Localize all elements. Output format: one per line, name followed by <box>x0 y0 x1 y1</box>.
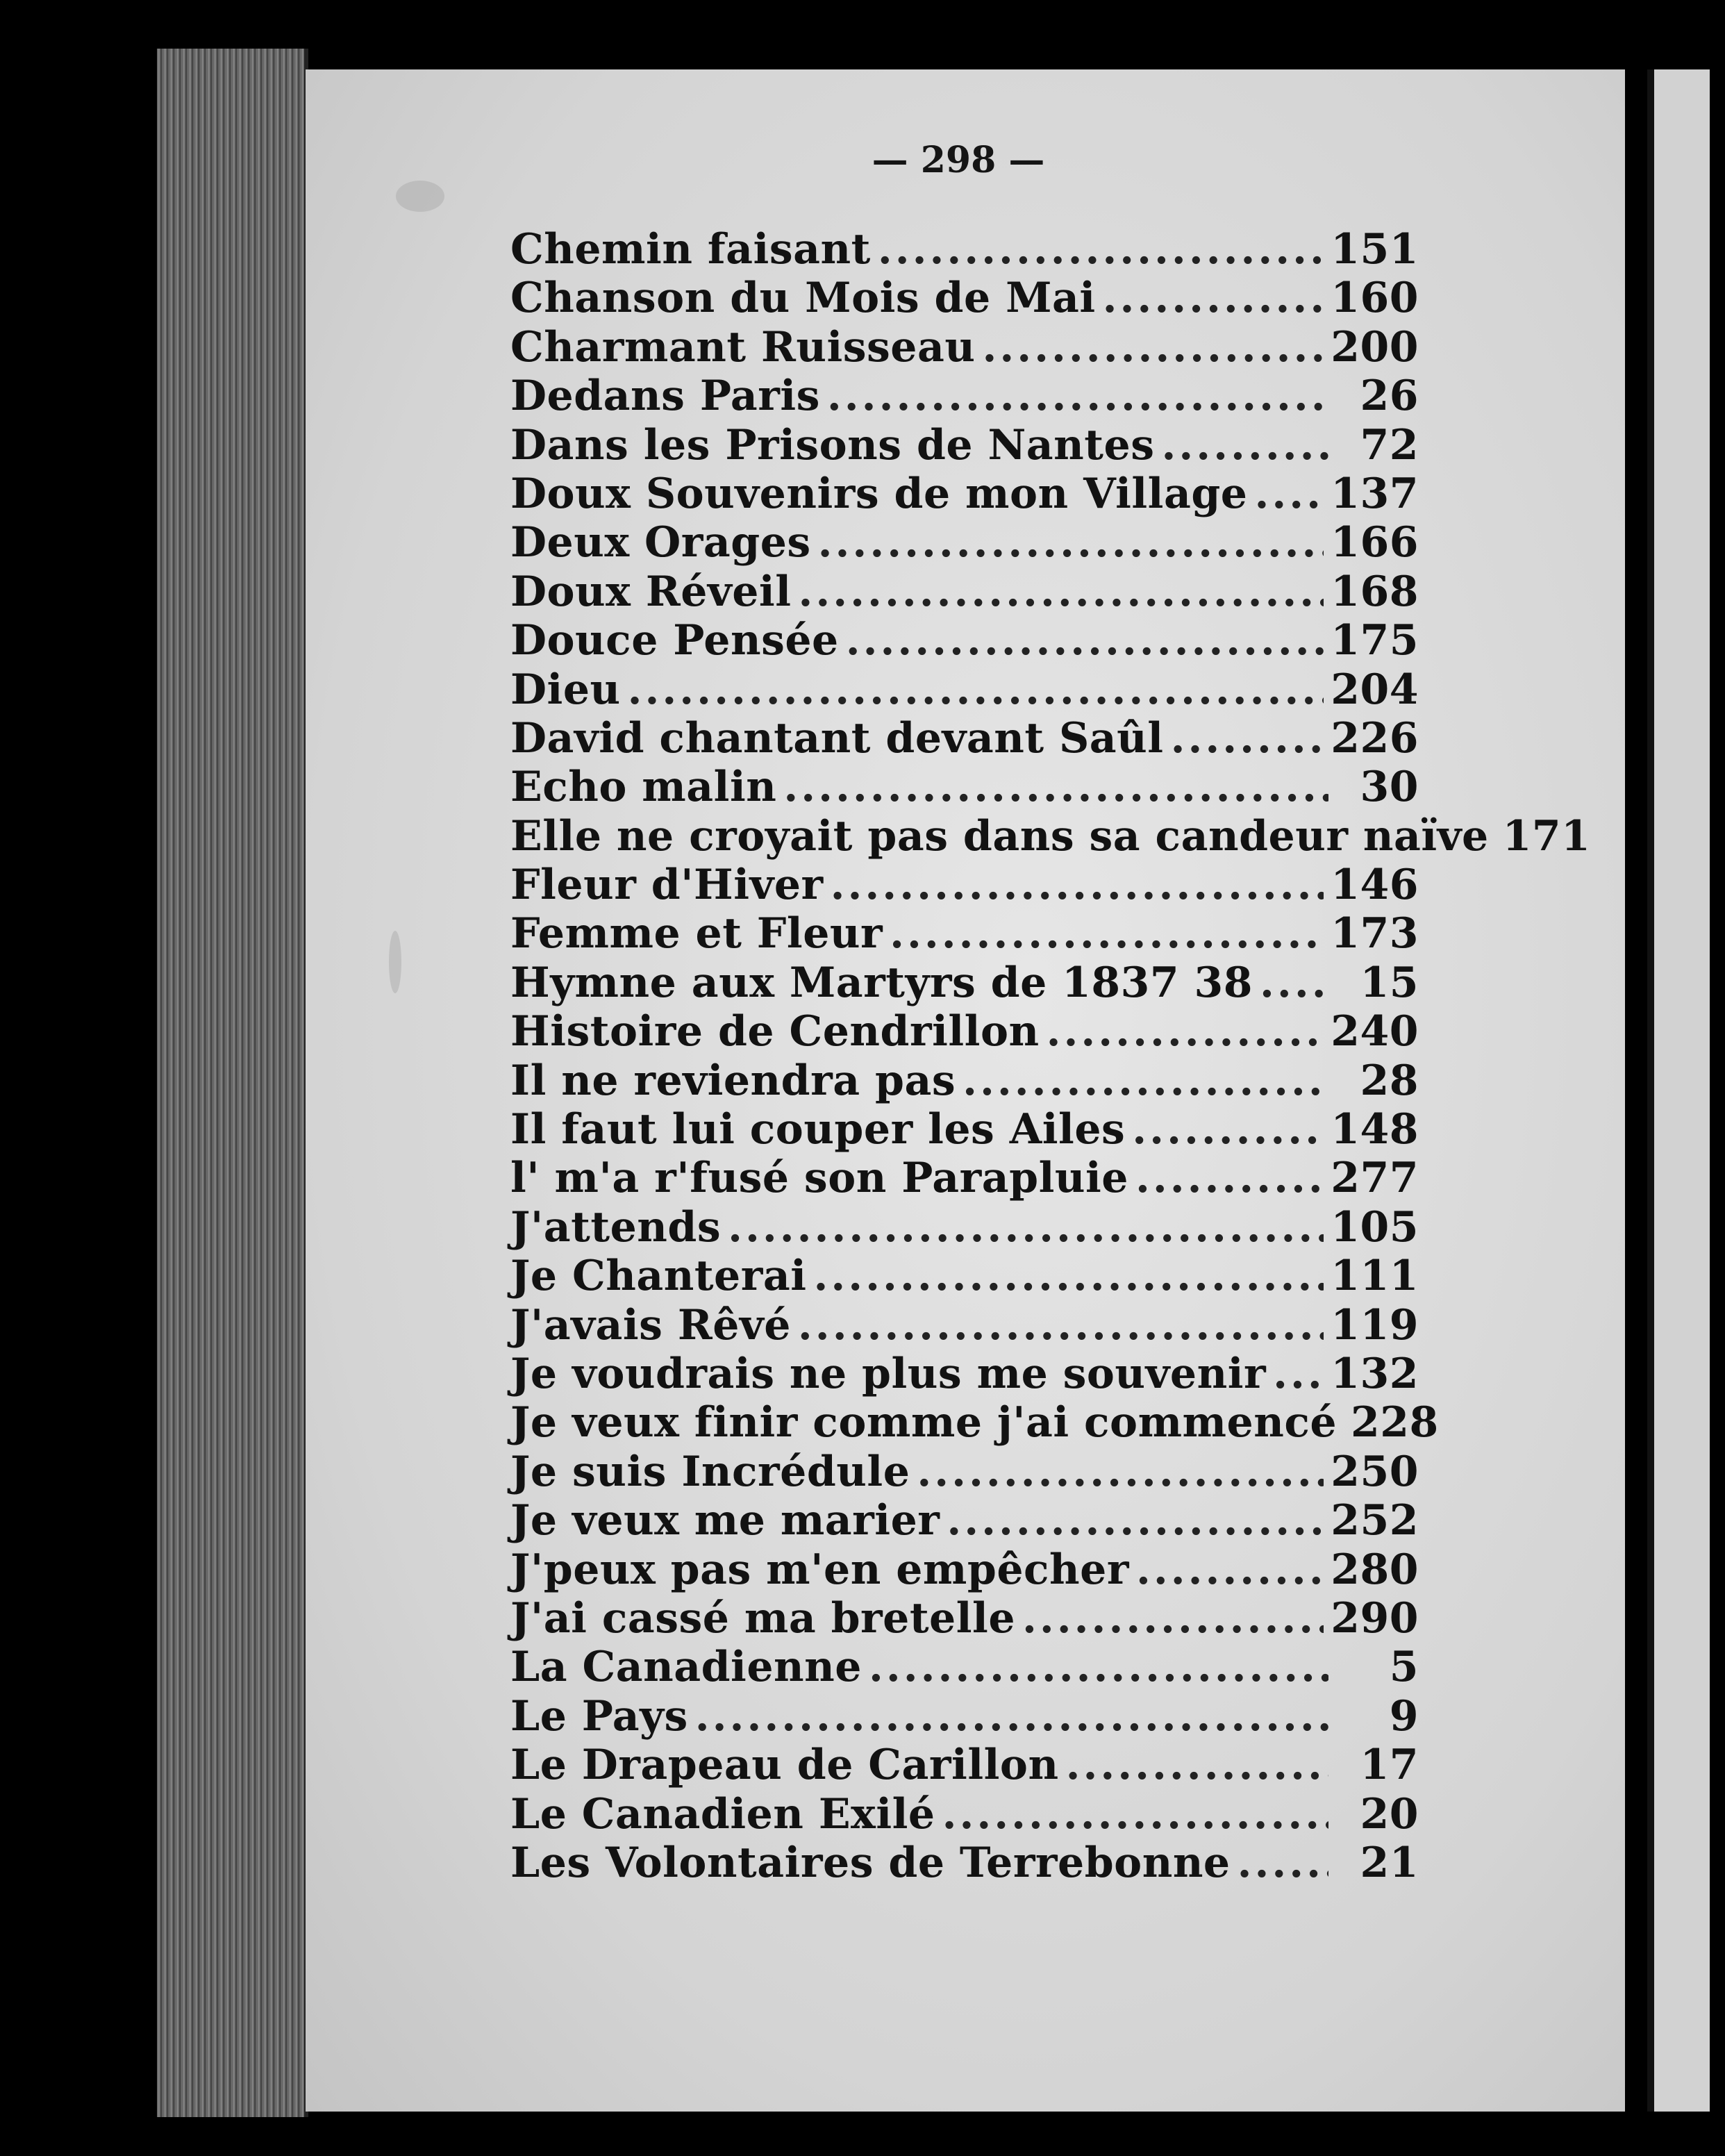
toc-entry-page: 166 <box>1331 518 1419 567</box>
toc-entry-page: 146 <box>1331 861 1419 910</box>
toc-entry-title: Chemin faisant <box>510 225 871 274</box>
table-of-contents <box>510 225 1591 1887</box>
toc-entry-page: 250 <box>1331 1447 1419 1496</box>
paper-stain <box>389 931 401 993</box>
toc-entry-page: 30 <box>1360 763 1419 812</box>
dot-leader <box>818 518 1324 567</box>
dot-leader <box>628 665 1324 714</box>
toc-entry-page: 20 <box>1360 1789 1419 1839</box>
toc-entry <box>510 1301 1419 1350</box>
toc-entry <box>510 1203 1419 1252</box>
toc-entry <box>510 1350 1419 1398</box>
dot-leader <box>1132 1105 1324 1154</box>
toc-entry-page: 240 <box>1331 1007 1419 1056</box>
toc-entry-page: 173 <box>1331 909 1419 959</box>
toc-entry-title: Dedans Paris <box>510 372 820 421</box>
toc-entry-title: J'avais Rêvé <box>510 1300 791 1350</box>
toc-entry <box>510 861 1419 909</box>
toc-entry <box>510 616 1419 665</box>
toc-entry-title: La Canadienne <box>510 1643 862 1692</box>
toc-entry-page: 111 <box>1331 1252 1419 1301</box>
toc-entry <box>510 1154 1419 1202</box>
toc-entry-page: 21 <box>1360 1838 1419 1887</box>
toc-entry-title: Le Drapeau de Carillon <box>510 1741 1059 1790</box>
dot-leader <box>1238 1839 1328 1887</box>
toc-entry <box>510 421 1419 470</box>
toc-entry-title: Doux Souvenirs de mon Village <box>510 469 1248 518</box>
toc-entry <box>510 1398 1439 1448</box>
toc-entry-page: 290 <box>1331 1593 1419 1643</box>
toc-entry-title: Echo malin <box>510 763 777 812</box>
toc-entry-page: 105 <box>1331 1202 1419 1252</box>
dot-leader <box>783 763 1328 811</box>
toc-entry-title: Il ne reviendra pas <box>510 1056 956 1105</box>
dot-leader <box>1273 1350 1324 1398</box>
toc-entry-page: 26 <box>1360 372 1419 421</box>
toc-entry-title: Le Canadien Exilé <box>510 1789 935 1839</box>
toc-entry-title: Doux Réveil <box>510 567 792 616</box>
toc-entry <box>510 1692 1419 1741</box>
toc-entry-page: 200 <box>1331 322 1419 372</box>
dot-leader <box>1171 714 1324 763</box>
dot-leader <box>1022 1594 1324 1643</box>
toc-entry-page: 119 <box>1331 1300 1419 1350</box>
toc-entry-page: 280 <box>1331 1545 1419 1594</box>
toc-entry-title: David chantant devant Saûl <box>510 713 1164 763</box>
toc-entry-title: Femme et Fleur <box>510 909 883 959</box>
toc-entry-page: 137 <box>1331 469 1419 518</box>
toc-entry-title: Dieu <box>510 665 621 714</box>
toc-entry <box>510 1496 1419 1545</box>
toc-entry-page: 175 <box>1331 616 1419 665</box>
toc-entry-title: J'attends <box>510 1202 722 1252</box>
toc-entry <box>510 909 1419 958</box>
dot-leader <box>728 1203 1324 1252</box>
toc-entry-title: Je Chanterai <box>510 1252 807 1301</box>
toc-entry <box>510 225 1419 274</box>
facing-page-edge <box>1647 69 1710 2112</box>
toc-entry-title: Charmant Ruisseau <box>510 322 976 372</box>
toc-entry-title: J'ai cassé ma bretelle <box>510 1593 1015 1643</box>
toc-entry <box>510 1839 1419 1887</box>
toc-entry-title: Je veux me marier <box>510 1496 940 1545</box>
toc-entry <box>510 518 1419 567</box>
toc-entry-page: 160 <box>1331 274 1419 323</box>
dot-leader <box>1260 959 1328 1007</box>
dot-leader <box>1047 1007 1324 1056</box>
toc-entry-page: 132 <box>1331 1349 1419 1398</box>
toc-entry <box>510 323 1419 372</box>
dot-leader <box>1254 470 1324 518</box>
toc-entry-page: 252 <box>1331 1496 1419 1545</box>
toc-entry <box>510 763 1419 811</box>
dot-leader <box>869 1643 1328 1691</box>
toc-entry-title: Le Pays <box>510 1691 688 1741</box>
dot-leader <box>814 1252 1324 1300</box>
toc-entry-page: 151 <box>1331 225 1419 274</box>
dot-leader <box>982 323 1324 372</box>
toc-entry <box>510 1448 1419 1496</box>
book-page-edges <box>157 49 308 2117</box>
dot-leader <box>827 372 1328 420</box>
toc-entry-title: Je veux finir comme j'ai commencé <box>510 1398 1338 1448</box>
paper-stain <box>396 181 444 212</box>
dot-leader <box>1103 274 1324 322</box>
toc-entry-page: 228 <box>1351 1398 1439 1448</box>
toc-entry <box>510 1790 1419 1839</box>
toc-entry <box>510 372 1419 420</box>
toc-entry-title: Je voudrais ne plus me souvenir <box>510 1349 1267 1398</box>
toc-entry <box>510 274 1419 322</box>
dot-leader <box>942 1790 1328 1839</box>
toc-entry-title: Elle ne croyait pas dans sa candeur naïve <box>510 811 1489 861</box>
dot-leader <box>695 1692 1328 1741</box>
toc-entry <box>510 1056 1419 1105</box>
dot-leader <box>1161 421 1328 470</box>
toc-entry-page: 9 <box>1389 1691 1419 1741</box>
dot-leader <box>890 909 1324 958</box>
toc-entry-title: Les Volontaires de Terrebonne <box>510 1838 1231 1887</box>
toc-entry-page: 226 <box>1331 713 1419 763</box>
toc-entry-page: 148 <box>1331 1105 1419 1154</box>
dot-leader <box>947 1496 1324 1545</box>
toc-entry-page: 15 <box>1360 958 1419 1007</box>
dot-leader <box>1135 1154 1324 1202</box>
toc-entry-page: 168 <box>1331 567 1419 616</box>
toc-entry-title: Douce Pensée <box>510 616 839 665</box>
toc-entry <box>510 1105 1419 1154</box>
toc-entry <box>510 1007 1419 1056</box>
toc-entry-title: Chanson du Mois de Mai <box>510 274 1096 323</box>
toc-entry-title: J'peux pas m'en empêcher <box>510 1545 1129 1594</box>
toc-entry <box>510 1594 1419 1643</box>
dot-leader <box>798 1301 1324 1350</box>
toc-entry <box>510 714 1419 763</box>
toc-entry-page: 17 <box>1360 1741 1419 1790</box>
dot-leader <box>1136 1545 1324 1594</box>
dot-leader <box>846 616 1324 665</box>
dot-leader <box>962 1056 1328 1105</box>
dot-leader <box>799 567 1324 616</box>
dot-leader <box>917 1448 1324 1496</box>
toc-entry <box>510 470 1419 518</box>
dot-leader <box>878 225 1324 274</box>
toc-entry-page: 28 <box>1360 1056 1419 1105</box>
toc-entry <box>510 1545 1419 1594</box>
toc-entry <box>510 811 1591 861</box>
toc-entry <box>510 959 1419 1007</box>
toc-entry-title: l' m'a r'fusé son Parapluie <box>510 1154 1128 1203</box>
toc-entry <box>510 1741 1419 1789</box>
toc-entry-title: Fleur d'Hiver <box>510 861 824 910</box>
toc-entry-page: 72 <box>1360 420 1419 470</box>
toc-entry <box>510 1643 1419 1691</box>
toc-entry <box>510 665 1419 714</box>
toc-entry-title: Dans les Prisons de Nantes <box>510 420 1155 470</box>
toc-entry-title: Hymne aux Martyrs de 1837 38 <box>510 958 1253 1007</box>
toc-entry-page: 277 <box>1331 1154 1419 1203</box>
dot-leader <box>1066 1741 1328 1789</box>
toc-entry-title: Il faut lui couper les Ailes <box>510 1105 1126 1154</box>
toc-entry <box>510 567 1419 616</box>
toc-entry-title: Deux Orages <box>510 518 811 567</box>
dot-leader <box>831 861 1324 909</box>
toc-entry-page: 171 <box>1502 811 1591 861</box>
toc-entry-page: 204 <box>1331 665 1419 714</box>
page-number: — 298 — <box>872 139 1045 181</box>
toc-entry-title: Histoire de Cendrillon <box>510 1007 1040 1056</box>
toc-entry-title: Je suis Incrédule <box>510 1447 910 1496</box>
toc-entry <box>510 1252 1419 1300</box>
toc-entry-page: 5 <box>1389 1643 1419 1692</box>
